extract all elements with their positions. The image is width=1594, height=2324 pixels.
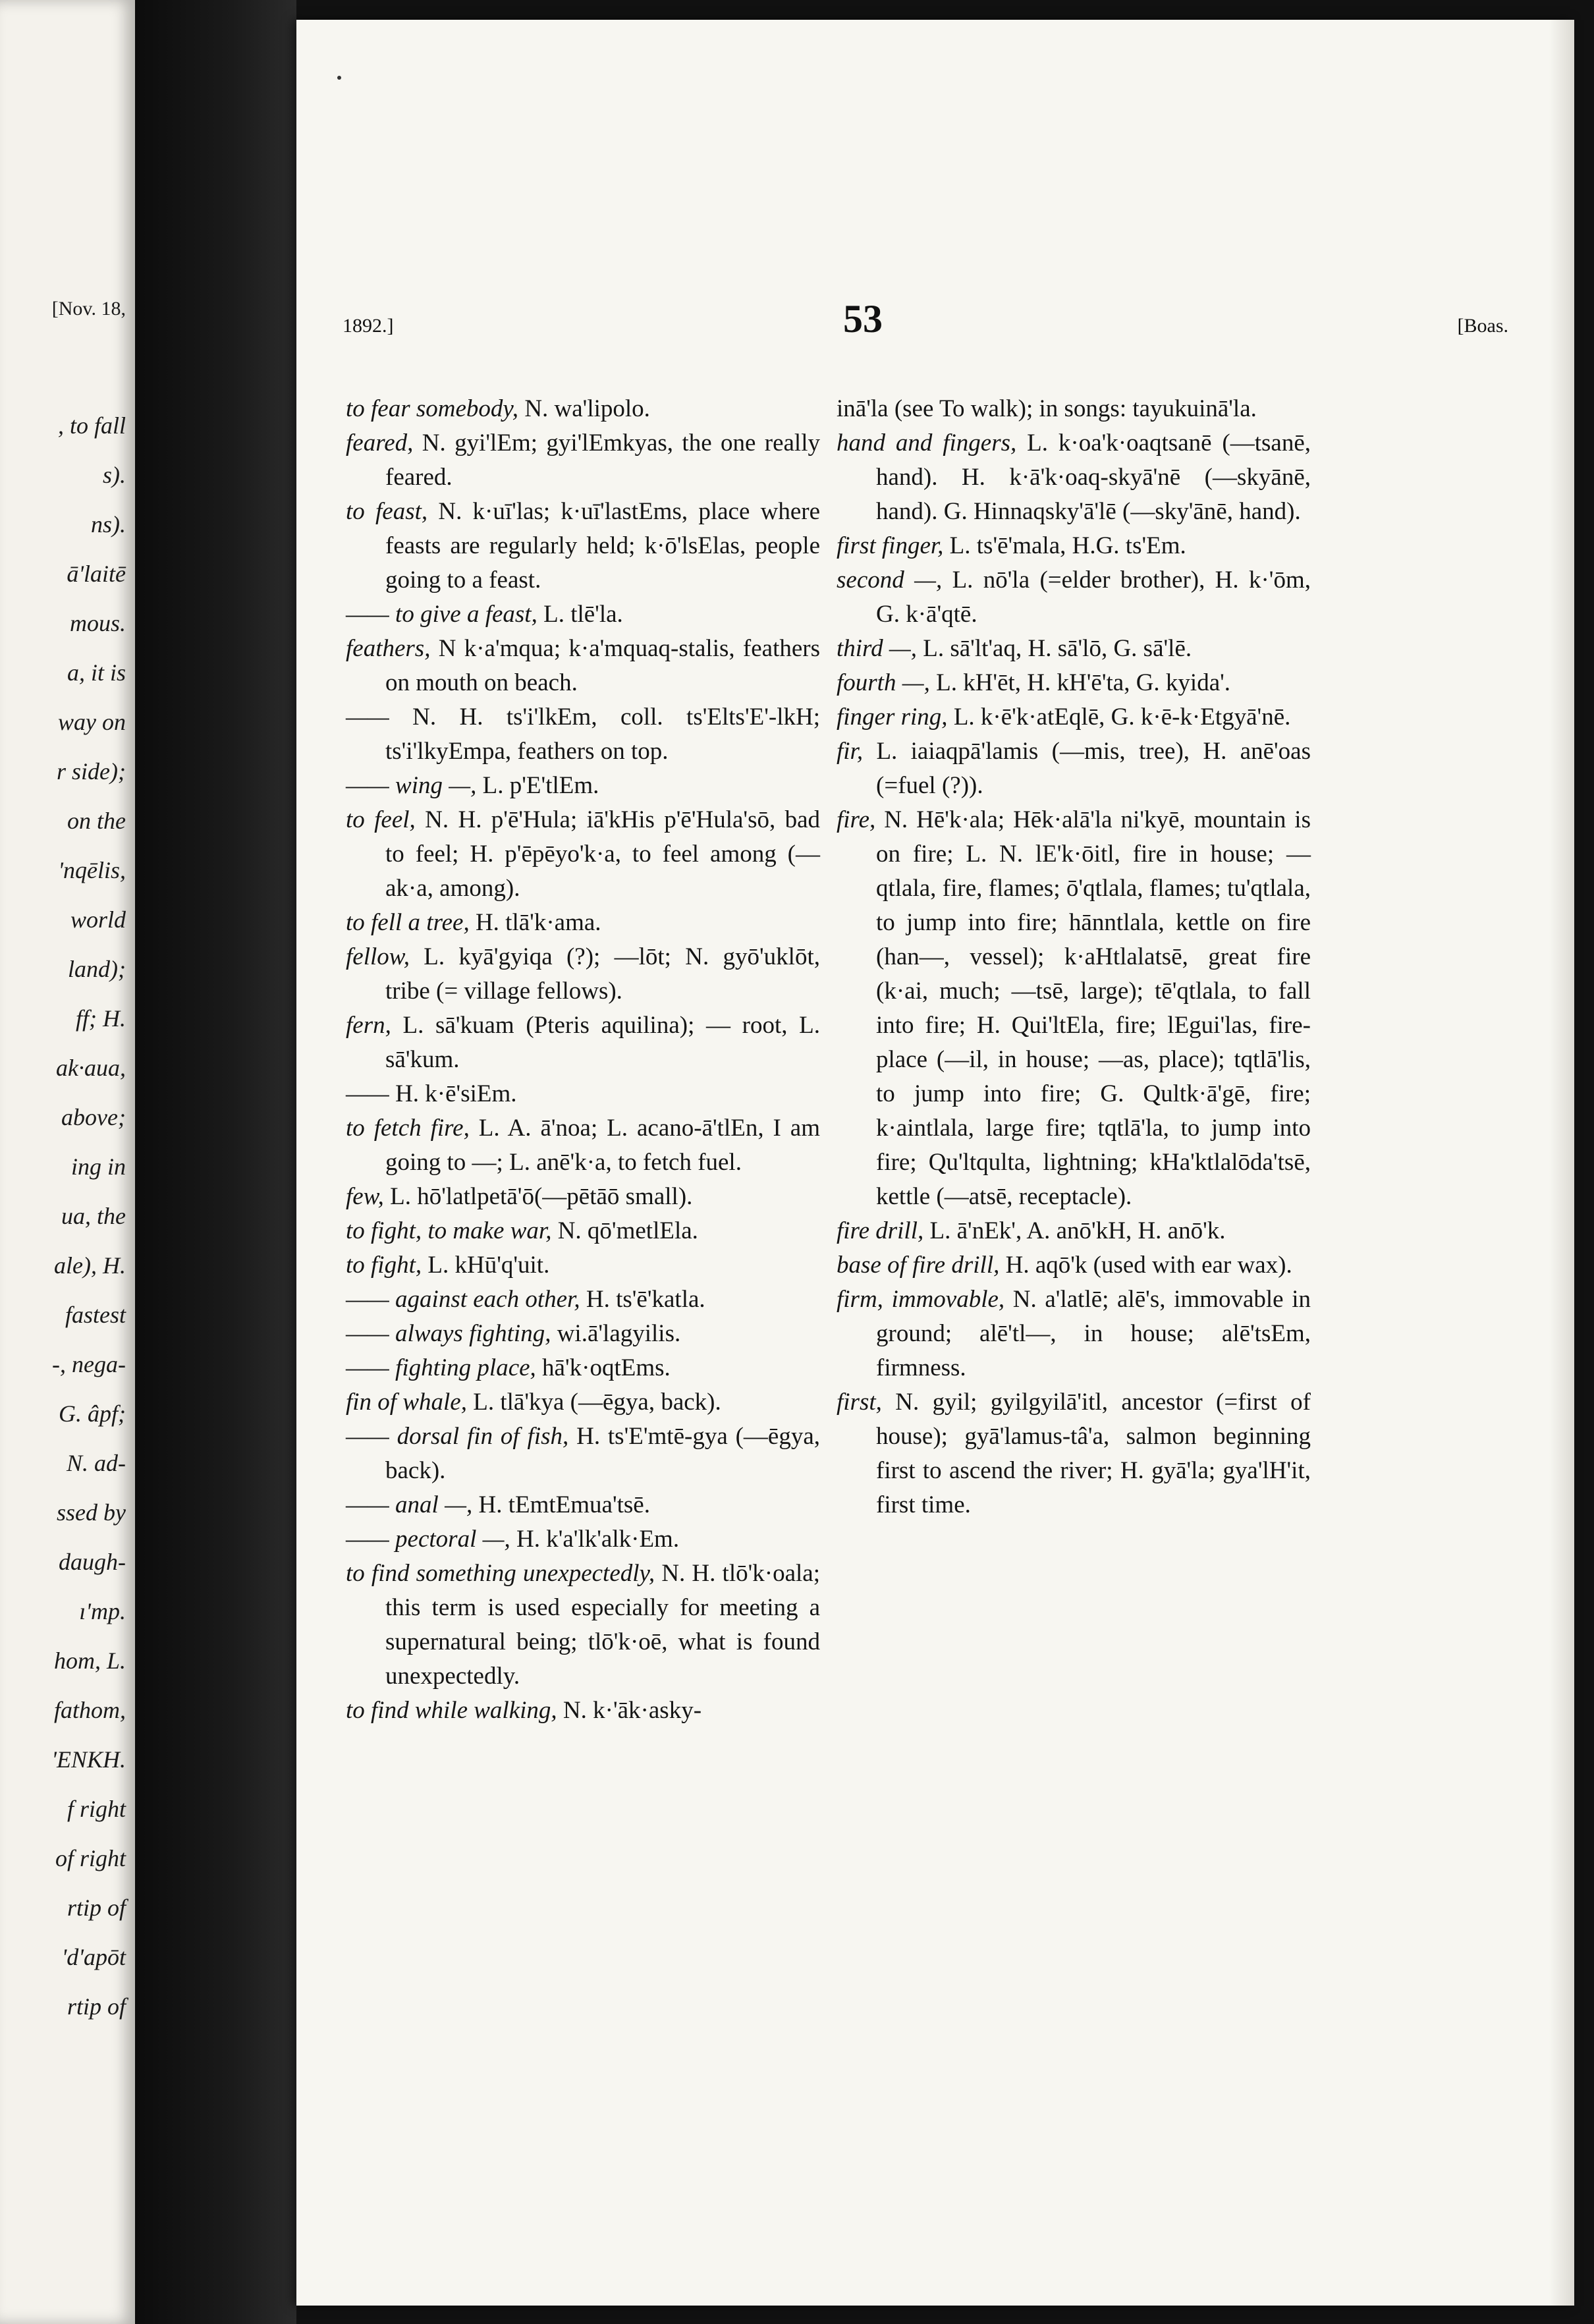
previous-page-fragment: on the xyxy=(67,808,126,834)
previous-page-fragment: N. ad- xyxy=(67,1450,126,1476)
entry-definition: L. hō'latlpetā'ō(—pētāō small). xyxy=(383,1183,693,1210)
left-column xyxy=(346,392,820,1728)
entry-definition: wi.ā'lagyilis. xyxy=(551,1320,681,1347)
entry-definition: L. sā'lt'aq, H. sā'lō, G. sā'lē. xyxy=(916,635,1192,662)
dictionary-entry xyxy=(837,803,1311,1214)
previous-page-fragment: of right xyxy=(55,1845,126,1871)
entry-headword: hand and fingers, xyxy=(837,429,1017,456)
dictionary-entry xyxy=(837,1214,1311,1248)
dictionary-entry xyxy=(346,1420,820,1488)
entry-headword: firm, immovable, xyxy=(837,1286,1005,1313)
previous-page-fragment: ns). xyxy=(91,511,126,538)
dictionary-entry xyxy=(837,529,1311,563)
previous-page-fragment: mous. xyxy=(69,610,126,636)
page-edge-shadow xyxy=(1549,20,1574,2306)
entry-headword: fourth —, xyxy=(837,669,930,696)
previous-page-fragment: fathom, xyxy=(53,1697,126,1723)
ink-speck xyxy=(337,76,341,80)
previous-page-fragment: ı'mp. xyxy=(79,1598,126,1624)
entry-definition: N. k·'āk·asky- xyxy=(557,1697,702,1724)
dictionary-entry xyxy=(346,1385,820,1420)
entry-headword: to feel, xyxy=(346,806,416,833)
previous-page-fragment: f right xyxy=(67,1796,126,1822)
entry-definition: H. tEmtEmua'tsē. xyxy=(472,1491,650,1518)
dictionary-entry xyxy=(346,392,820,426)
previous-page-fragment: daugh- xyxy=(59,1549,126,1575)
dictionary-entry xyxy=(837,666,1311,700)
entry-definition: L. k·oa'k·oaqtsanē (—tsanē, hand). H. k·ā'k·oaq-skyā'nē (—skyānē, hand). G. Hinnaqsky'ā'lē (—sky'ānē, hand). xyxy=(876,429,1311,525)
entry-headword: third —, xyxy=(837,635,917,662)
entry-definition: L. kyā'gyiqa (?); —lōt; N. gyō'uklōt, tribe (= village fellows). xyxy=(385,943,820,1005)
dictionary-entry xyxy=(346,1009,820,1077)
previous-page-fragment: land); xyxy=(68,956,126,982)
entry-headword: to feast, xyxy=(346,498,428,525)
dictionary-entry xyxy=(346,1694,820,1728)
previous-page-fragment: fastest xyxy=(65,1302,126,1328)
entry-definition: H. aqō'k (used with ear wax). xyxy=(999,1252,1292,1279)
entry-definition: N. gyi'lEm; gyi'lEmkyas, the one really feared. xyxy=(385,429,820,491)
dictionary-entry xyxy=(346,1111,820,1180)
entry-definition: N. qō'metlEla. xyxy=(551,1217,698,1244)
previous-page-fragment: ua, the xyxy=(61,1203,126,1229)
entry-headword: —— pectoral —, xyxy=(346,1526,510,1553)
entry-headword: to fight, xyxy=(346,1252,422,1279)
entry-definition: N. H. p'ē'Hula; iā'kHis p'ē'Hula'sō, bad to feel; H. p'ēpēyo'k·a, to feel among (—ak·a, among). xyxy=(385,806,820,902)
entry-definition: L. ā'nEk', A. anō'kH, H. anō'k. xyxy=(923,1217,1226,1244)
dictionary-entry xyxy=(346,1522,820,1557)
previous-page-fragment: way on xyxy=(58,709,126,735)
entry-headword: feared, xyxy=(346,429,414,456)
previous-page-fragment: ak·aua, xyxy=(56,1055,126,1081)
entry-definition: L. sā'kuam (Pteris aquilina); — root, L. sā'kum. xyxy=(385,1012,820,1073)
entry-headword: to fear somebody, xyxy=(346,395,519,422)
entry-headword: fern, xyxy=(346,1012,391,1039)
entry-definition: hā'k·oqtEms. xyxy=(536,1354,671,1381)
entry-headword: few, xyxy=(346,1183,384,1210)
dictionary-entry xyxy=(837,1283,1311,1385)
dictionary-entry xyxy=(837,632,1311,666)
header-author: [Boas. xyxy=(1457,315,1508,337)
dictionary-entry xyxy=(837,563,1311,632)
entry-definition: L. tlā'kya (—ēgya, back). xyxy=(466,1389,721,1416)
dictionary-entry xyxy=(346,1077,820,1111)
entry-headword: —— to give a feast, xyxy=(346,601,537,628)
previous-page-fragment: above; xyxy=(61,1104,126,1130)
entry-definition: L. kHū'q'uit. xyxy=(422,1252,550,1279)
dictionary-entry xyxy=(346,1248,820,1283)
entry-headword: second —, xyxy=(837,567,943,594)
previous-page-fragment: , to fall xyxy=(57,412,126,439)
previous-page-fragment: rtip of xyxy=(67,1895,126,1921)
dictionary-entry xyxy=(346,906,820,940)
entry-definition: N. gyil; gyilgyilā'itl, ancestor (=first of house); gyā'lamus-tâ'a, salmon beginning first to ascend the river; H. gyā'la; gya'lH'it, first time. xyxy=(876,1389,1311,1518)
entry-definition: H. k·ē'siEm. xyxy=(389,1080,517,1107)
entry-definition: N. wa'lipolo. xyxy=(518,395,650,422)
dictionary-entry xyxy=(346,1283,820,1317)
previous-page-fragment: 'nqēlis, xyxy=(58,857,126,883)
entry-headword: —— xyxy=(346,704,389,731)
entry-headword: finger ring, xyxy=(837,704,948,731)
entry-headword: —— always fighting, xyxy=(346,1320,551,1347)
previous-page-header: [Nov. 18, xyxy=(51,298,126,319)
entry-headword: —— anal —, xyxy=(346,1491,473,1518)
dictionary-entry xyxy=(346,769,820,803)
header-year: 1892.] xyxy=(343,315,394,337)
entry-definition: H. ts'E'mtē-gya (—ēgya, back). xyxy=(385,1423,820,1484)
entry-definition: L. k·ē'k·atEqlē, G. k·ē-k·Etgyā'nē. xyxy=(947,704,1291,731)
dictionary-entry xyxy=(346,803,820,906)
previous-page-fragment: 'ENKH. xyxy=(51,1746,126,1773)
dictionary-entry xyxy=(837,392,1311,426)
entry-definition: N. Hē'k·ala; Hēk·alā'la ni'kyē, mountain is on fire; L. N. lE'k·ōitl, fire in house; —qtlala, fire, flames; ō'qtlala, flames; tu'qtlala, to jump into fire; hānntlala, kettle on fire (han—, vessel); k·aHtlalatsē, great fire (k·ai, much; —tsē, large); tē'qtlala, to fall into fire; H. Qui'ltEla, fire; lEgui'las, fire-place (—il, in house; —as, place); tqtlā'lis, to jump into fire; G. Qultk·ā'gē, fire; k·aintlala, large fire; tqtlā'la, to jump into fire; Qu'ltqulta, lightning; kHa'ktlalōda'tsē, kettle (—atsē, receptacle). xyxy=(875,806,1311,1210)
entry-definition: L. ts'ē'mala, H.G. ts'Em. xyxy=(943,532,1186,559)
entry-headword: feathers, xyxy=(346,635,431,662)
entry-definition: L. A. ā'noa; L. acano-ā'tlEn, I am going to —; L. anē'k·a, to fetch fuel. xyxy=(385,1115,820,1176)
previous-page-fragment: world xyxy=(70,906,126,933)
previous-page-fragment: ing in xyxy=(70,1153,126,1180)
previous-page-fragment: s). xyxy=(103,462,126,488)
entry-definition: N. a'latlē; alē's, immovable in ground; alē'tl—, in house; alē'tsEm, firmness. xyxy=(876,1286,1311,1381)
entry-definition: N. H. tlō'k·oala; this term is used especially for meeting a supernatural being; tlō'k·oē, what is found unexpectedly. xyxy=(385,1560,820,1690)
entry-headword: —— fighting place, xyxy=(346,1354,536,1381)
dictionary-entry xyxy=(346,700,820,769)
dictionary-entry xyxy=(346,940,820,1009)
entry-definition: N. H. ts'i'lkEm, coll. ts'Elts'E'-lkH; ts'i'lkyEmpa, feathers on top. xyxy=(385,704,820,765)
entry-definition: L. tlē'la. xyxy=(537,601,623,628)
entry-definition: L. iaiaqpā'lamis (—mis, tree), H. anē'oas (=fuel (?)). xyxy=(863,738,1311,799)
previous-page-fragment: r side); xyxy=(57,758,126,785)
entry-headword: first finger, xyxy=(837,532,944,559)
entry-headword: —— xyxy=(346,1080,389,1107)
entry-headword: base of fire drill, xyxy=(837,1252,1000,1279)
dictionary-entry xyxy=(837,700,1311,734)
previous-page-fragment: -, nega- xyxy=(52,1351,126,1377)
entry-definition: L. kH'ēt, H. kH'ē'ta, G. kyida'. xyxy=(929,669,1231,696)
dictionary-entry xyxy=(346,1488,820,1522)
dictionary-entry xyxy=(346,1557,820,1694)
dictionary-entry xyxy=(346,1317,820,1351)
entry-definition: N. k·uī'las; k·uī'lastEms, place where feasts are regularly held; k·ō'lsElas, people going to a feast. xyxy=(385,498,820,594)
entry-headword: to find something unexpectedly, xyxy=(346,1560,655,1587)
entry-headword: to fell a tree, xyxy=(346,909,470,936)
entry-definition: H. k'a'lk'alk·Em. xyxy=(510,1526,680,1553)
previous-page-fragment: 'd'apōt xyxy=(61,1944,126,1970)
dictionary-entry xyxy=(346,1180,820,1214)
page-number: 53 xyxy=(843,297,883,341)
entry-definition: H. ts'ē'katla. xyxy=(580,1286,705,1313)
dictionary-entry xyxy=(346,597,820,632)
entry-headword: fir, xyxy=(837,738,864,765)
dictionary-entry xyxy=(837,1248,1311,1283)
entry-definition: L. nō'la (=elder brother), H. k·'ōm, G. k·ā'qtē. xyxy=(876,567,1311,628)
entry-definition: N k·a'mqua; k·a'mquaq-stalis, feathers on mouth on beach. xyxy=(385,635,820,696)
previous-page-fragment: hom, L. xyxy=(53,1647,126,1674)
previous-page-fragment: ale), H. xyxy=(54,1252,126,1279)
entry-headword: first, xyxy=(837,1389,882,1416)
dictionary-entry xyxy=(837,426,1311,529)
entry-definition: H. tlā'k·ama. xyxy=(469,909,601,936)
dictionary-entry xyxy=(346,1214,820,1248)
book-gutter xyxy=(135,0,296,2324)
dictionary-entry xyxy=(346,495,820,597)
dictionary-entry xyxy=(346,1351,820,1385)
right-column xyxy=(837,392,1311,1522)
previous-page-fragment: ssed by xyxy=(57,1499,126,1526)
entry-headword: to fetch fire, xyxy=(346,1115,470,1142)
entry-headword: —— against each other, xyxy=(346,1286,580,1313)
entry-headword: fellow, xyxy=(346,943,410,970)
dictionary-entry xyxy=(346,426,820,495)
entry-definition: L. p'E'tlEm. xyxy=(476,772,599,799)
entry-headword: fire drill, xyxy=(837,1217,924,1244)
dictionary-entry xyxy=(346,632,820,700)
book-page xyxy=(296,20,1574,2306)
dictionary-entry xyxy=(837,1385,1311,1522)
entry-definition: inā'la (see To walk); in songs: tayukuinā'la. xyxy=(837,395,1257,422)
dictionary-entry xyxy=(837,734,1311,803)
previous-page-fragment: G. âpf; xyxy=(59,1400,126,1427)
entry-headword: to find while walking, xyxy=(346,1697,557,1724)
page-header xyxy=(343,296,1581,349)
entry-headword: —— wing —, xyxy=(346,772,477,799)
entry-headword: fire, xyxy=(837,806,876,833)
entry-headword: fin of whale, xyxy=(346,1389,467,1416)
previous-page-fragment: rtip of xyxy=(67,1993,126,2020)
previous-page-fragment: ā'laitē xyxy=(67,561,126,587)
entry-headword: —— dorsal fin of fish, xyxy=(346,1423,569,1450)
previous-page-fragment: ff; H. xyxy=(76,1005,126,1032)
previous-page-edge xyxy=(0,0,135,2324)
previous-page-fragment: a, it is xyxy=(67,659,126,686)
entry-headword: to fight, to make war, xyxy=(346,1217,552,1244)
